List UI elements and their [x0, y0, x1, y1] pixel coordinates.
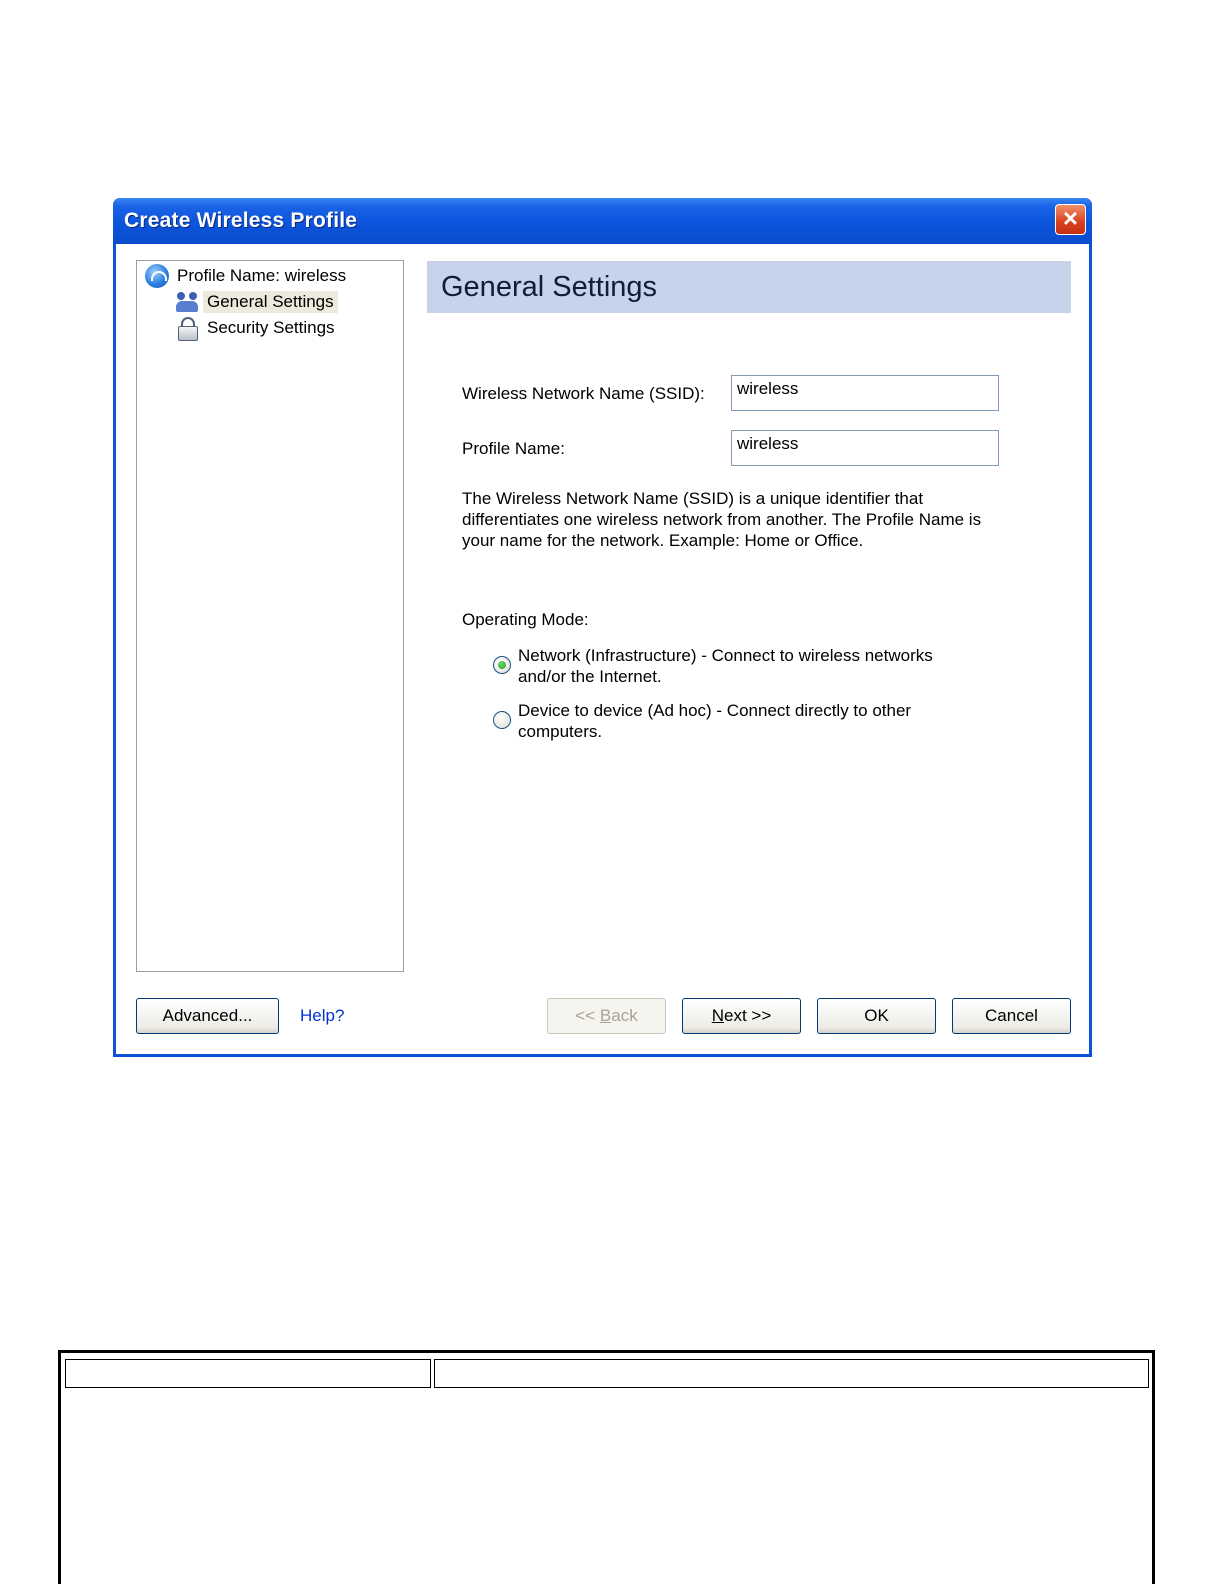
tree-item-label: Profile Name: wireless	[177, 265, 347, 285]
next-button-rest: ext >>	[724, 1006, 772, 1025]
infrastructure-radio-label[interactable]: Network (Infrastructure) - Connect to wireless networks and/or the Internet.	[518, 646, 933, 686]
table-header-cell-1	[65, 1359, 431, 1388]
operating-mode-label: Operating Mode:	[462, 610, 589, 629]
table-header-cell-2	[434, 1359, 1149, 1388]
ssid-label: Wireless Network Name (SSID):	[462, 384, 705, 403]
ok-button[interactable]: OK	[817, 998, 936, 1034]
advanced-button[interactable]: Advanced...	[136, 998, 279, 1034]
back-button-prefix: <<	[575, 1006, 600, 1025]
next-button[interactable]	[682, 998, 801, 1034]
ssid-description: The Wireless Network Name (SSID) is a unique identifier that differentiates one wireless network from another. The Profile Name is your name for the network. Example: Home or Office.	[462, 489, 982, 550]
create-wireless-profile-dialog	[113, 198, 1092, 1057]
help-link[interactable]: Help?	[300, 1006, 345, 1025]
close-icon: ×	[1062, 203, 1079, 233]
back-button[interactable]	[547, 998, 666, 1034]
profile-name-label: Profile Name:	[462, 439, 565, 458]
tree-item-security-settings[interactable]	[175, 315, 339, 340]
profile-tree	[136, 260, 404, 972]
next-button-mnemonic: N	[711, 1006, 724, 1025]
section-banner	[427, 261, 1071, 313]
cancel-button[interactable]: Cancel	[952, 998, 1071, 1034]
tree-item-profile-name[interactable]	[145, 263, 350, 288]
lock-icon	[175, 316, 199, 340]
dialog-client-area	[116, 244, 1089, 1054]
empty-table	[58, 1350, 1155, 1584]
tree-item-label: Security Settings	[207, 317, 335, 337]
infrastructure-radio[interactable]	[493, 656, 511, 674]
tree-item-label: General Settings	[203, 291, 338, 313]
adhoc-radio-label[interactable]: Device to device (Ad hoc) - Connect directly to other computers.	[518, 701, 912, 741]
section-title: General Settings	[441, 271, 658, 303]
title-bar[interactable]	[113, 198, 1092, 244]
back-button-mnemonic: B	[599, 1006, 612, 1025]
tree-item-general-settings[interactable]	[175, 289, 338, 314]
wireless-globe-icon	[145, 264, 169, 288]
ssid-input[interactable]	[731, 375, 999, 411]
back-button-rest: ack	[611, 1006, 638, 1025]
window-title: Create Wireless Profile	[124, 209, 358, 232]
profile-name-input[interactable]	[731, 430, 999, 466]
people-icon	[175, 290, 199, 314]
close-button[interactable]	[1055, 204, 1086, 235]
adhoc-radio[interactable]	[493, 711, 511, 729]
